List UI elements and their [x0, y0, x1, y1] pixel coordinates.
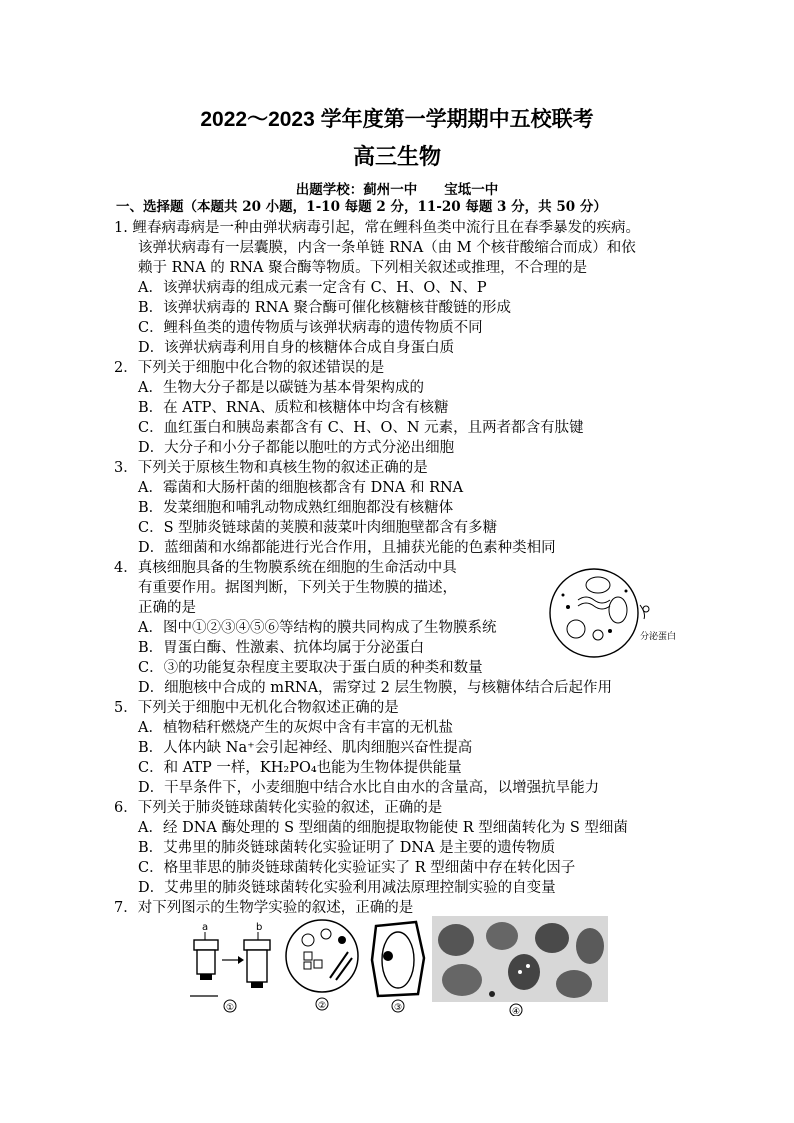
q7-figure-2-field — [284, 918, 364, 1016]
q1-option-c: C．鲤科鱼类的遗传物质与该弹状病毒的遗传物质不同 — [138, 320, 483, 336]
q2-stem: 2．下列关于细胞中化合物的叙述错误的是 — [114, 360, 385, 376]
q6-stem: 6．下列关于肺炎链球菌转化实验的叙述，正确的是 — [114, 800, 443, 816]
q2-option-d: D．大分子和小分子都能以胞吐的方式分泌出细胞 — [138, 440, 455, 456]
q5-option-a: A．植物秸秆燃烧产生的灰烬中含有丰富的无机盐 — [138, 720, 453, 736]
fig3-label: ③ — [394, 1003, 403, 1013]
q5-option-b: B．人体内缺 Na⁺会引起神经、肌肉细胞兴奋性提高 — [138, 740, 473, 756]
q3-option-b: B．发菜细胞和哺乳动物成熟红细胞都没有核糖体 — [138, 500, 454, 516]
q1-option-b: B．该弹状病毒的 RNA 聚合酶可催化核糖核苷酸链的形成 — [138, 300, 511, 316]
fig1-label: ① — [226, 1003, 235, 1013]
q4-stem-line3: 正确的是 — [138, 600, 196, 616]
q3-option-d: D．蓝细菌和水绵都能进行光合作用，且捕获光能的色素种类相同 — [138, 540, 556, 556]
q1-stem-line1: 1. 鲤春病毒病是一种由弹状病毒引起，常在鲤科鱼类中流行且在春季暴发的疾病。 — [114, 220, 640, 236]
q7-figure-1-lenses — [190, 920, 280, 1015]
q6-option-d: D．艾弗里的肺炎链球菌转化实验利用减法原理控制实验的自变量 — [138, 880, 556, 896]
q5-stem: 5．下列关于细胞中无机化合物叙述正确的是 — [114, 700, 399, 716]
q5-option-c: C．和 ATP 一样，KH₂PO₄也能为生物体提供能量 — [138, 760, 462, 776]
q3-stem: 3．下列关于原核生物和真核生物的叙述正确的是 — [114, 460, 428, 476]
school-line: 出题学校：蓟州一中 宝坻一中 — [295, 182, 499, 198]
q7-figure-3-plant-cell — [368, 918, 428, 1016]
cell-membrane-figure — [548, 565, 676, 663]
exam-title: 2022～2023 学年度第一学期期中五校联考 — [200, 108, 594, 131]
q6-option-c: C．格里菲思的肺炎链球菌转化实验证实了 R 型细菌中存在转化因子 — [138, 860, 576, 876]
q7-stem: 7．对下列图示的生物学实验的叙述，正确的是 — [114, 900, 414, 916]
fig4-label: ④ — [512, 1007, 521, 1016]
secreted-protein-label: 分泌蛋白 — [640, 632, 676, 642]
q6-option-b: B．艾弗里的肺炎链球菌转化实验证明了 DNA 是主要的遗传物质 — [138, 840, 556, 856]
q4-stem-line2: 有重要作用。据图判断，下列关于生物膜的描述， — [138, 580, 457, 596]
q1-stem-line2: 该弹状病毒有一层囊膜，内含一条单链 RNA（由 M 个核苷酸缩合而成）和依 — [138, 240, 636, 256]
fig2-label: ② — [318, 1001, 327, 1011]
q3-option-c: C．S 型肺炎链球菌的荚膜和菠菜叶肉细胞壁都含有多糖 — [138, 520, 498, 536]
lens-label-b: b — [256, 922, 263, 933]
q7-figure-4-micrograph — [432, 916, 608, 1016]
q4-option-d: D．细胞核中合成的 mRNA，需穿过 2 层生物膜，与核糖体结合后起作用 — [138, 680, 613, 696]
q6-option-a: A．经 DNA 酶处理的 S 型细菌的细胞提取物能使 R 型细菌转化为 S 型细菌 — [138, 820, 628, 836]
q2-option-b: B．在 ATP、RNA、质粒和核糖体中均含有核糖 — [138, 400, 449, 416]
section-heading: 一、选择题（本题共 20 小题，1-10 每题 2 分，11-20 每题 3 分，共 50 分） — [116, 199, 607, 215]
q3-option-a: A．霉菌和大肠杆菌的细胞核都含有 DNA 和 RNA — [138, 480, 464, 496]
q1-stem-line3: 赖于 RNA 的 RNA 聚合酶等物质。下列相关叙述或推理，不合理的是 — [138, 260, 588, 276]
q2-option-a: A．生物大分子都是以碳链为基本骨架构成的 — [138, 380, 424, 396]
q4-option-b: B．胃蛋白酶、性激素、抗体均属于分泌蛋白 — [138, 640, 425, 656]
q4-option-a: A．图中①②③④⑤⑥等结构的膜共同构成了生物膜系统 — [138, 620, 497, 636]
q4-option-c: C．③的功能复杂程度主要取决于蛋白质的种类和数量 — [138, 660, 483, 676]
q4-stem-line1: 4．真核细胞具备的生物膜系统在细胞的生命活动中具 — [114, 560, 457, 576]
q1-option-d: D．该弹状病毒利用自身的核糖体合成自身蛋白质 — [138, 340, 455, 356]
q2-option-c: C．血红蛋白和胰岛素都含有 C、H、O、N 元素，且两者都含有肽键 — [138, 420, 584, 436]
lens-label-a: a — [202, 922, 209, 933]
q5-option-d: D．干旱条件下，小麦细胞中结合水比自由水的含量高，以增强抗旱能力 — [138, 780, 600, 796]
q1-option-a: A．该弹状病毒的组成元素一定含有 C、H、O、N、P — [138, 280, 487, 296]
exam-subtitle: 高三生物 — [352, 144, 441, 170]
